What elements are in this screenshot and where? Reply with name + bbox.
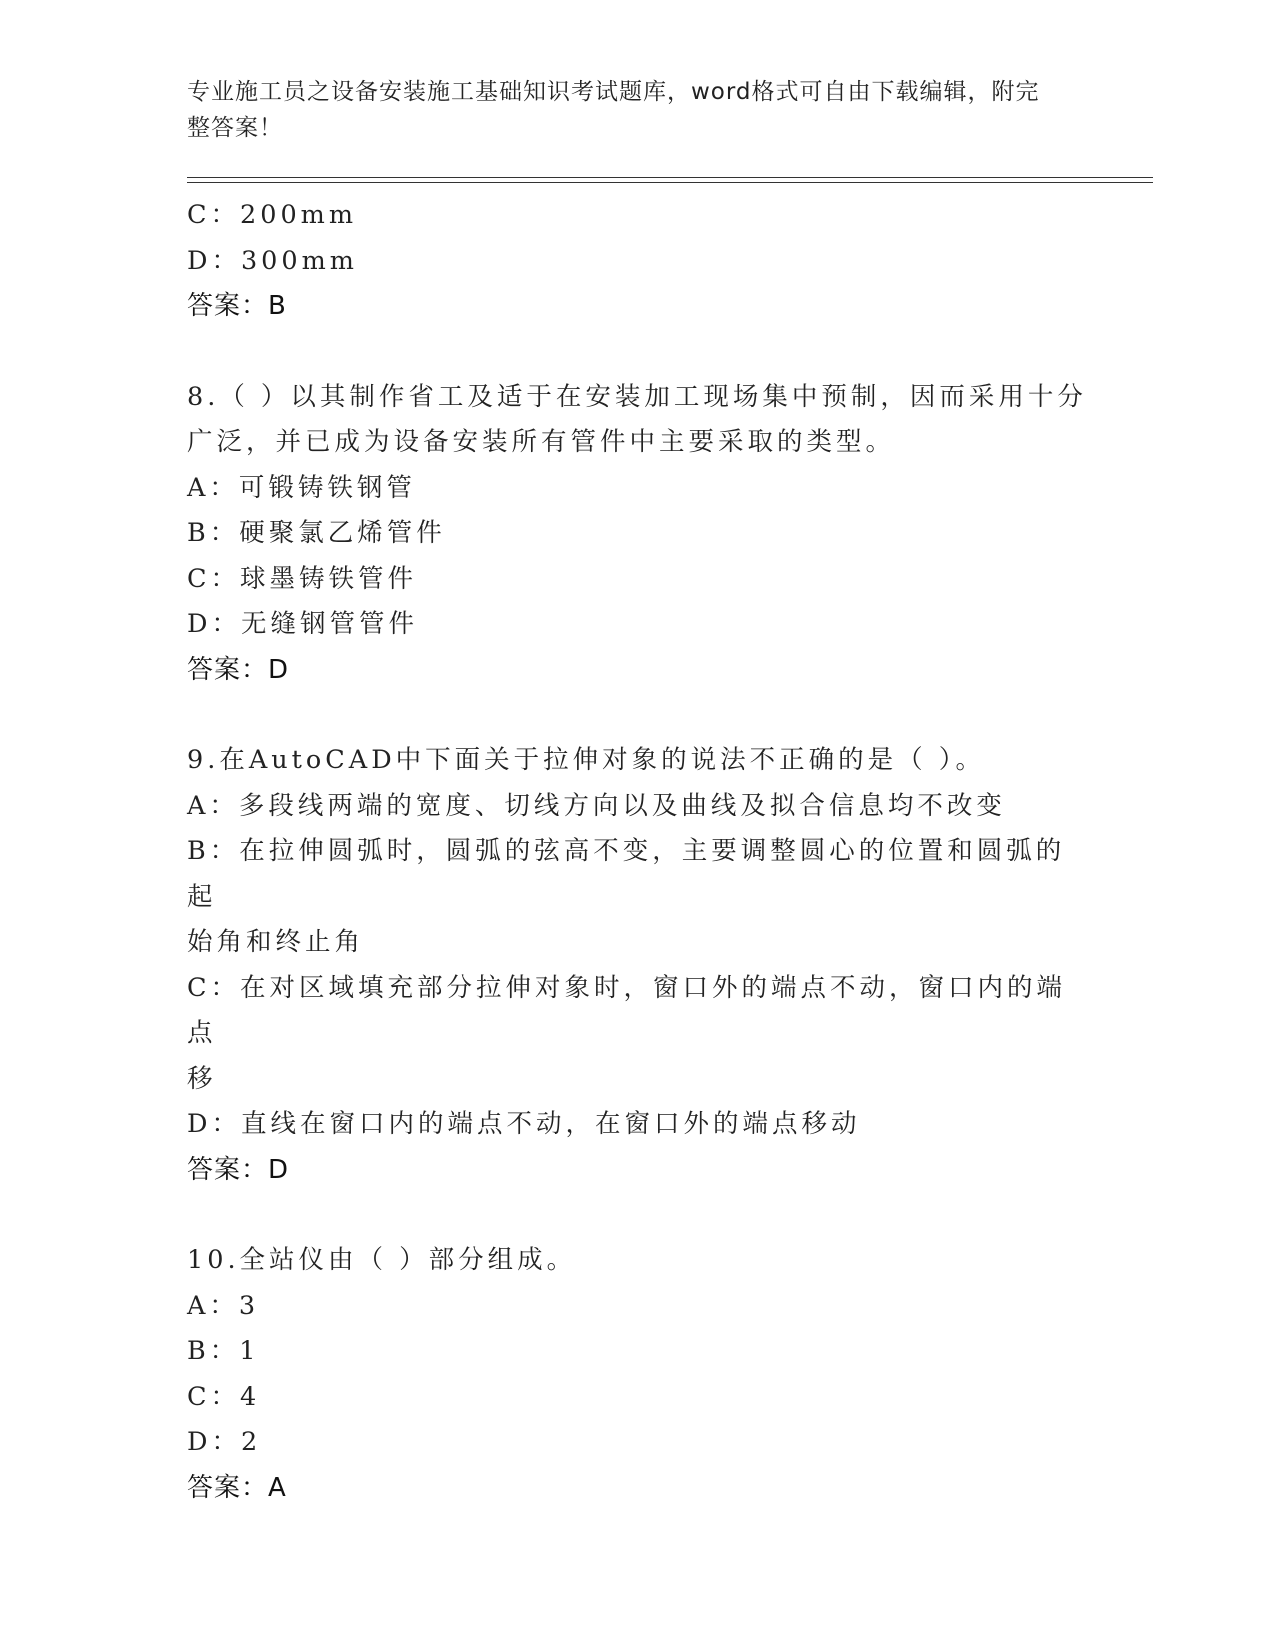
answer: 答案：D (187, 654, 290, 685)
question-10 (187, 1238, 1087, 1511)
option-a: A：可锻铸铁钢管 (187, 472, 416, 503)
question-spacer (187, 1193, 1087, 1238)
question-stem: 9.在AutoCAD中下面关于拉伸对象的说法不正确的是（ ）。 (187, 745, 985, 775)
option-b: B：在拉伸圆弧时，圆弧的弦高不变，主要调整圆心的位置和圆弧的起 (187, 836, 1066, 912)
option-b: B：1 (187, 1336, 260, 1366)
option-c: C：球墨铸铁管件 (187, 563, 418, 594)
option-b: B：硬聚氯乙烯管件 (187, 518, 446, 548)
header-divider-top (187, 177, 1153, 178)
answer: 答案：A (187, 1472, 287, 1503)
question-7-continued (187, 193, 1087, 330)
option-a: A：3 (187, 1290, 260, 1321)
option-d: D：2 (187, 1427, 262, 1457)
question-stem-continued: 广泛，并已成为设备安装所有管件中主要采取的类型。 (187, 427, 896, 457)
option-c-continued: 移 (187, 1063, 217, 1094)
question-list (187, 193, 1087, 1511)
option-d: D：无缝钢管管件 (187, 609, 418, 639)
page-header (187, 74, 1067, 146)
header-line-2: 整答案！ (187, 115, 283, 141)
question-stem: 8.（ ）以其制作省工及适于在安装加工现场集中预制，因而采用十分 (187, 381, 1087, 412)
header-divider-bottom (187, 182, 1153, 183)
option-d: D：直线在窗口内的端点不动，在窗口外的端点移动 (187, 1109, 861, 1139)
option-a: A：多段线两端的宽度、切线方向以及曲线及拟合信息均不改变 (187, 790, 1006, 821)
question-8 (187, 375, 1087, 694)
option-b-continued: 始角和终止角 (187, 927, 365, 957)
answer: 答案：D (187, 1154, 290, 1185)
option-c: C：在对区域填充部分拉伸对象时，窗口外的端点不动，窗口内的端点 (187, 972, 1067, 1048)
question-9 (187, 738, 1087, 1193)
option-d: D：300mm (187, 245, 358, 276)
header-line-1: 专业施工员之设备安装施工基础知识考试题库，word格式可自由下载编辑，附完 (187, 79, 1040, 105)
question-spacer (187, 693, 1087, 738)
question-spacer (187, 330, 1087, 375)
option-c: C：200mm (187, 200, 358, 230)
question-stem: 10.全站仪由（ ）部分组成。 (187, 1245, 577, 1275)
answer: 答案：B (187, 291, 287, 321)
option-c: C：4 (187, 1381, 261, 1412)
